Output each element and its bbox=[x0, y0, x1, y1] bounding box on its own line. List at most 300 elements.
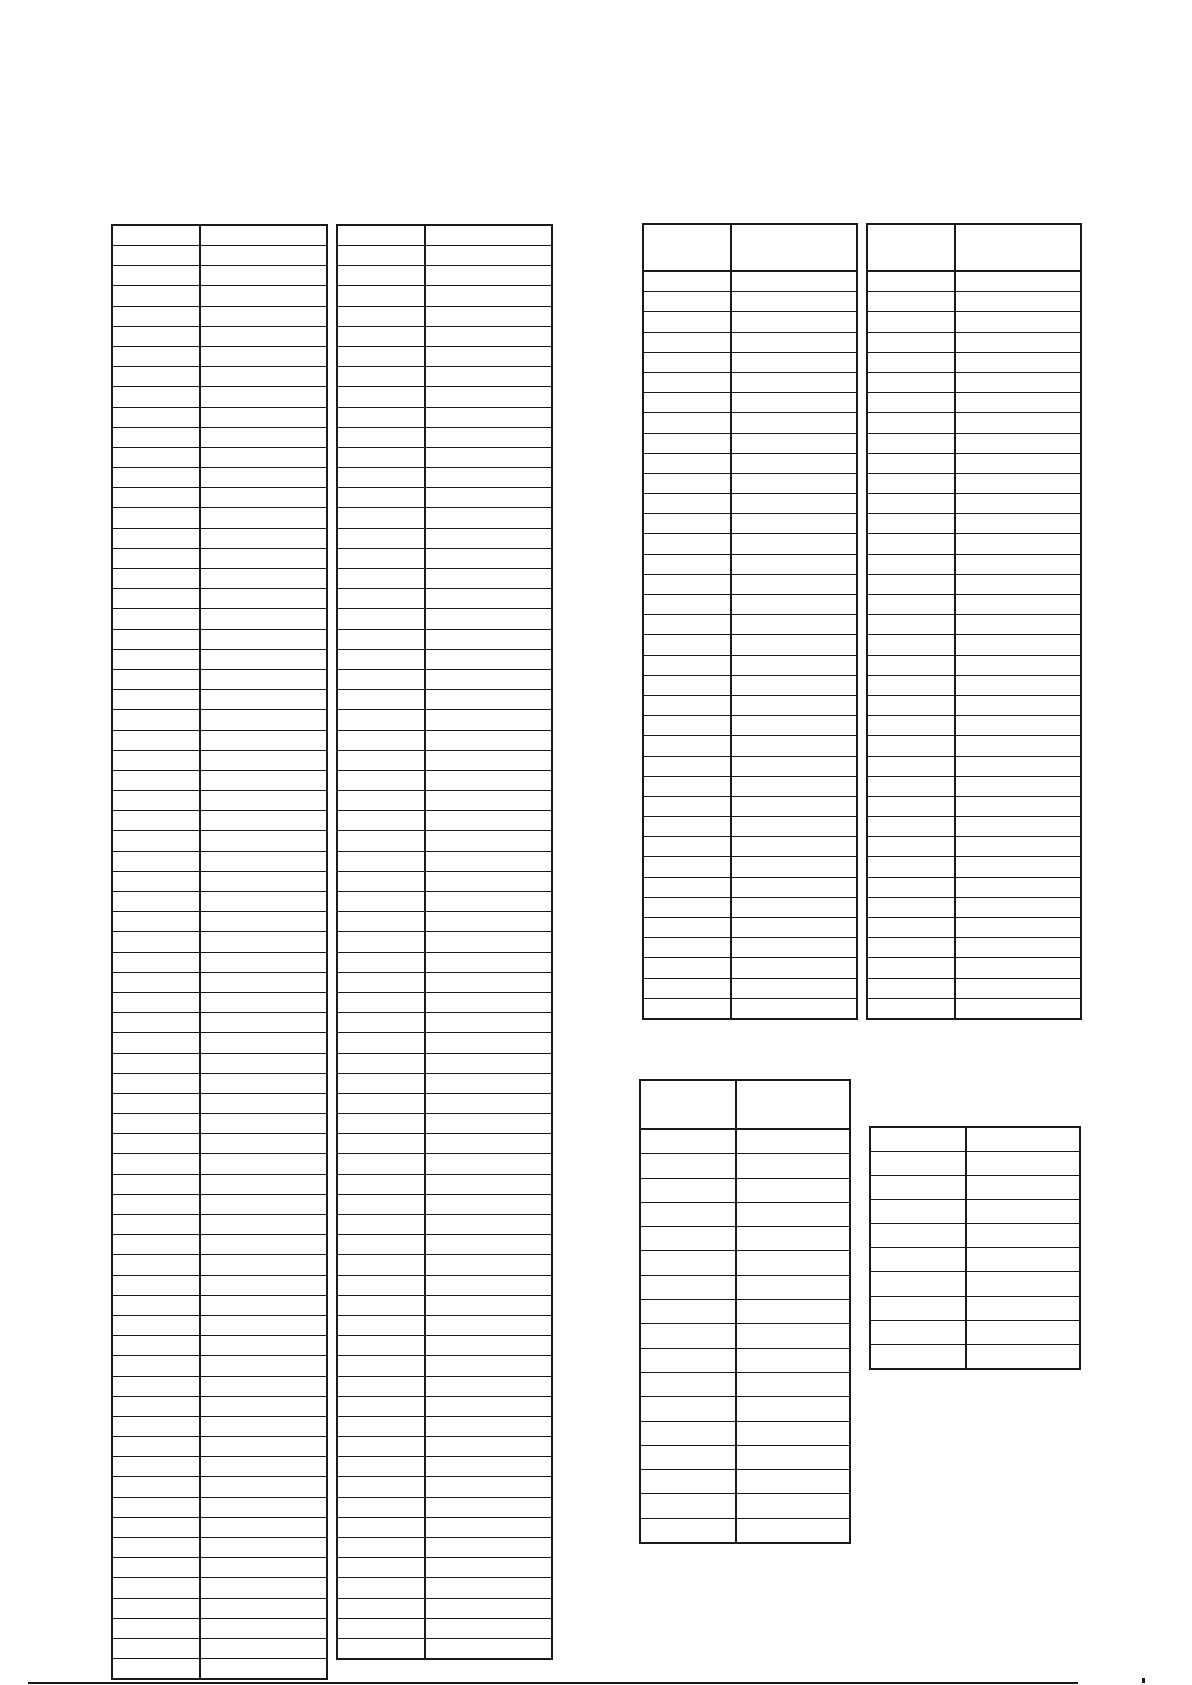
cell-key bbox=[112, 569, 200, 589]
table-row bbox=[112, 609, 327, 629]
table-row bbox=[867, 776, 1081, 796]
cell-key bbox=[867, 534, 955, 554]
table-row bbox=[112, 346, 327, 366]
table-row bbox=[337, 770, 552, 790]
footer-mark bbox=[1142, 1678, 1145, 1683]
table-row bbox=[643, 574, 857, 594]
table-row bbox=[337, 972, 552, 992]
cell-key bbox=[867, 918, 955, 938]
blank-table-c bbox=[642, 223, 858, 1020]
table-row bbox=[640, 1445, 850, 1469]
table-row bbox=[640, 1372, 850, 1396]
cell-key bbox=[337, 387, 425, 407]
cell-value bbox=[200, 1457, 327, 1477]
cell-key bbox=[867, 675, 955, 695]
cell-value bbox=[200, 1416, 327, 1436]
table-row bbox=[337, 871, 552, 891]
table-header-row bbox=[643, 224, 857, 271]
cell-key bbox=[337, 1013, 425, 1033]
table-row bbox=[640, 1324, 850, 1348]
table-row bbox=[337, 851, 552, 871]
cell-key bbox=[337, 346, 425, 366]
table-row bbox=[640, 1129, 850, 1154]
table-row bbox=[337, 811, 552, 831]
cell-value bbox=[425, 750, 552, 770]
cell-key bbox=[112, 649, 200, 669]
table-row bbox=[112, 992, 327, 1012]
cell-value bbox=[425, 952, 552, 972]
cell-value bbox=[200, 831, 327, 851]
cell-value bbox=[966, 1320, 1080, 1344]
cell-value bbox=[955, 716, 1081, 736]
table-row bbox=[337, 326, 552, 346]
cell-key bbox=[643, 695, 731, 715]
cell-value bbox=[731, 352, 857, 372]
cell-value bbox=[731, 998, 857, 1019]
cell-key bbox=[337, 1538, 425, 1558]
cell-key bbox=[337, 589, 425, 609]
cell-value bbox=[731, 554, 857, 574]
table-row bbox=[112, 932, 327, 952]
table-header-row bbox=[112, 225, 327, 246]
cell-key bbox=[337, 225, 425, 246]
table-row bbox=[867, 615, 1081, 635]
cell-value bbox=[425, 992, 552, 1012]
table-row bbox=[640, 1470, 850, 1494]
table-row bbox=[112, 1255, 327, 1275]
cell-value bbox=[731, 817, 857, 837]
cell-key bbox=[640, 1300, 736, 1324]
cell-key bbox=[643, 453, 731, 473]
cell-value bbox=[425, 1275, 552, 1295]
cell-value bbox=[731, 514, 857, 534]
cell-value bbox=[200, 1517, 327, 1537]
cell-value bbox=[955, 332, 1081, 352]
table-row bbox=[112, 1437, 327, 1457]
cell-value bbox=[425, 1315, 552, 1335]
table-row bbox=[337, 1457, 552, 1477]
cell-key bbox=[640, 1080, 736, 1129]
cell-key bbox=[112, 730, 200, 750]
table-row bbox=[112, 1235, 327, 1255]
cell-key bbox=[112, 548, 200, 568]
table-row bbox=[867, 958, 1081, 978]
cell-value bbox=[200, 690, 327, 710]
table-row bbox=[112, 1134, 327, 1154]
cell-value bbox=[200, 1315, 327, 1335]
cell-key bbox=[112, 508, 200, 528]
cell-key bbox=[867, 796, 955, 816]
table-row bbox=[867, 595, 1081, 615]
cell-value bbox=[200, 1275, 327, 1295]
cell-key bbox=[112, 1275, 200, 1295]
cell-value bbox=[200, 629, 327, 649]
table-row bbox=[643, 897, 857, 917]
table-row bbox=[867, 655, 1081, 675]
cell-value bbox=[200, 1134, 327, 1154]
cell-value bbox=[200, 932, 327, 952]
cell-value bbox=[425, 387, 552, 407]
cell-key bbox=[112, 1215, 200, 1235]
table-row bbox=[643, 494, 857, 514]
cell-key bbox=[112, 326, 200, 346]
cell-value bbox=[425, 1033, 552, 1053]
table-row bbox=[870, 1296, 1080, 1320]
cell-value bbox=[425, 367, 552, 387]
table-row bbox=[867, 918, 1081, 938]
cell-value bbox=[736, 1300, 850, 1324]
cell-value bbox=[425, 1235, 552, 1255]
cell-key bbox=[643, 433, 731, 453]
cell-value bbox=[425, 569, 552, 589]
table-row bbox=[643, 675, 857, 695]
cell-value bbox=[955, 494, 1081, 514]
cell-value bbox=[731, 776, 857, 796]
table-row bbox=[337, 1578, 552, 1598]
cell-value bbox=[425, 468, 552, 488]
table-row bbox=[870, 1248, 1080, 1272]
cell-key bbox=[112, 831, 200, 851]
cell-value bbox=[736, 1348, 850, 1372]
table-row bbox=[643, 998, 857, 1019]
table-row bbox=[337, 1356, 552, 1376]
table-header-row bbox=[867, 224, 1081, 271]
cell-key bbox=[112, 690, 200, 710]
table-row bbox=[643, 655, 857, 675]
cell-value bbox=[425, 528, 552, 548]
cell-key bbox=[112, 811, 200, 831]
cell-key bbox=[870, 1200, 966, 1224]
table-row bbox=[643, 534, 857, 554]
table-row bbox=[870, 1320, 1080, 1344]
table-row bbox=[112, 972, 327, 992]
table-row bbox=[337, 831, 552, 851]
table-row bbox=[643, 635, 857, 655]
cell-value bbox=[955, 473, 1081, 493]
cell-value bbox=[200, 225, 327, 246]
table-row bbox=[643, 332, 857, 352]
cell-value bbox=[731, 716, 857, 736]
cell-value bbox=[736, 1251, 850, 1275]
cell-key bbox=[112, 1154, 200, 1174]
cell-key bbox=[867, 716, 955, 736]
table-row bbox=[870, 1200, 1080, 1224]
cell-value bbox=[425, 1215, 552, 1235]
table-row bbox=[867, 817, 1081, 837]
table-row bbox=[643, 978, 857, 998]
cell-key bbox=[337, 1134, 425, 1154]
cell-key bbox=[337, 1114, 425, 1134]
cell-value bbox=[731, 978, 857, 998]
table-row bbox=[337, 952, 552, 972]
table-row bbox=[643, 837, 857, 857]
blank-table-e bbox=[639, 1079, 851, 1544]
cell-key bbox=[867, 877, 955, 897]
cell-key bbox=[643, 352, 731, 372]
cell-key bbox=[112, 447, 200, 467]
table-row bbox=[870, 1344, 1080, 1369]
cell-value bbox=[200, 266, 327, 286]
table-row bbox=[337, 892, 552, 912]
cell-key bbox=[867, 312, 955, 332]
cell-key bbox=[643, 897, 731, 917]
table-row bbox=[640, 1275, 850, 1299]
cell-key bbox=[640, 1372, 736, 1396]
cell-value bbox=[955, 534, 1081, 554]
cell-value bbox=[425, 1376, 552, 1396]
cell-key bbox=[643, 655, 731, 675]
cell-value bbox=[425, 1336, 552, 1356]
table-row bbox=[112, 811, 327, 831]
cell-key bbox=[640, 1227, 736, 1251]
table-row bbox=[643, 716, 857, 736]
cell-value bbox=[425, 831, 552, 851]
table-row bbox=[112, 589, 327, 609]
cell-key bbox=[640, 1421, 736, 1445]
table-row bbox=[112, 1174, 327, 1194]
cell-value bbox=[731, 635, 857, 655]
cell-value bbox=[425, 1416, 552, 1436]
cell-value bbox=[200, 1013, 327, 1033]
cell-key bbox=[867, 998, 955, 1019]
cell-value bbox=[731, 877, 857, 897]
table-row bbox=[643, 514, 857, 534]
table-row bbox=[867, 796, 1081, 816]
cell-value bbox=[425, 1093, 552, 1113]
cell-key bbox=[112, 1416, 200, 1436]
cell-key bbox=[640, 1397, 736, 1421]
cell-key bbox=[337, 629, 425, 649]
table-row bbox=[640, 1348, 850, 1372]
cell-value bbox=[731, 675, 857, 695]
table-row bbox=[337, 1235, 552, 1255]
cell-key bbox=[112, 892, 200, 912]
table-row bbox=[337, 266, 552, 286]
cell-key bbox=[112, 1477, 200, 1497]
cell-value bbox=[955, 776, 1081, 796]
cell-value bbox=[731, 736, 857, 756]
table-row bbox=[337, 1336, 552, 1356]
cell-key bbox=[867, 615, 955, 635]
cell-key bbox=[337, 1376, 425, 1396]
table-row bbox=[112, 306, 327, 326]
cell-value bbox=[425, 1013, 552, 1033]
cell-key bbox=[643, 615, 731, 635]
table-row bbox=[337, 992, 552, 1012]
cell-key bbox=[870, 1248, 966, 1272]
table-row bbox=[112, 548, 327, 568]
cell-value bbox=[731, 796, 857, 816]
cell-value bbox=[736, 1202, 850, 1226]
cell-value bbox=[966, 1248, 1080, 1272]
cell-value bbox=[736, 1154, 850, 1178]
cell-value bbox=[731, 615, 857, 635]
cell-value bbox=[200, 488, 327, 508]
cell-value bbox=[200, 1215, 327, 1235]
cell-key bbox=[112, 1638, 200, 1658]
cell-value bbox=[200, 427, 327, 447]
cell-key bbox=[337, 1356, 425, 1376]
cell-value bbox=[955, 635, 1081, 655]
cell-value bbox=[966, 1344, 1080, 1369]
cell-key bbox=[643, 393, 731, 413]
cell-value bbox=[200, 1396, 327, 1416]
cell-value bbox=[731, 473, 857, 493]
cell-key bbox=[337, 851, 425, 871]
cell-value bbox=[200, 972, 327, 992]
cell-key bbox=[337, 750, 425, 770]
blank-table-b bbox=[336, 224, 553, 1660]
table-row bbox=[112, 629, 327, 649]
cell-value bbox=[955, 998, 1081, 1019]
table-row bbox=[112, 1457, 327, 1477]
cell-value bbox=[200, 791, 327, 811]
table-row bbox=[640, 1202, 850, 1226]
cell-key bbox=[870, 1152, 966, 1176]
cell-value bbox=[425, 932, 552, 952]
cell-key bbox=[867, 938, 955, 958]
cell-key bbox=[643, 312, 731, 332]
table-row bbox=[643, 393, 857, 413]
cell-value bbox=[425, 1356, 552, 1376]
table-row bbox=[337, 468, 552, 488]
table-row bbox=[112, 1356, 327, 1376]
cell-key bbox=[867, 473, 955, 493]
cell-value bbox=[200, 1336, 327, 1356]
cell-value bbox=[425, 246, 552, 266]
table-row bbox=[112, 710, 327, 730]
cell-value bbox=[736, 1227, 850, 1251]
cell-value bbox=[966, 1127, 1080, 1152]
table-header-row bbox=[337, 225, 552, 246]
cell-key bbox=[867, 433, 955, 453]
table-row bbox=[337, 1618, 552, 1638]
table-row bbox=[112, 1578, 327, 1598]
cell-value bbox=[425, 427, 552, 447]
cell-key bbox=[337, 266, 425, 286]
table-row bbox=[867, 332, 1081, 352]
table-row bbox=[337, 1295, 552, 1315]
cell-key bbox=[640, 1470, 736, 1494]
cell-value bbox=[425, 1457, 552, 1477]
cell-value bbox=[731, 938, 857, 958]
cell-key bbox=[337, 326, 425, 346]
cell-value bbox=[955, 433, 1081, 453]
cell-key bbox=[337, 407, 425, 427]
cell-key bbox=[643, 554, 731, 574]
cell-key bbox=[112, 1578, 200, 1598]
cell-value bbox=[955, 271, 1081, 292]
cell-value bbox=[955, 877, 1081, 897]
table-row bbox=[867, 312, 1081, 332]
cell-value bbox=[200, 1618, 327, 1638]
cell-key bbox=[112, 1336, 200, 1356]
table-row bbox=[337, 730, 552, 750]
cell-value bbox=[200, 992, 327, 1012]
cell-key bbox=[112, 1134, 200, 1154]
cell-value bbox=[425, 266, 552, 286]
cell-key bbox=[337, 932, 425, 952]
cell-key bbox=[112, 528, 200, 548]
table-row bbox=[643, 292, 857, 312]
cell-key bbox=[112, 952, 200, 972]
table-row bbox=[867, 716, 1081, 736]
cell-key bbox=[112, 1315, 200, 1335]
table-row bbox=[337, 1558, 552, 1578]
cell-key bbox=[337, 1416, 425, 1436]
cell-value bbox=[966, 1224, 1080, 1248]
table-row bbox=[867, 837, 1081, 857]
table-row bbox=[112, 387, 327, 407]
table-row bbox=[337, 1114, 552, 1134]
cell-value bbox=[731, 433, 857, 453]
cell-value bbox=[425, 1558, 552, 1578]
cell-value bbox=[955, 897, 1081, 917]
table-row bbox=[643, 958, 857, 978]
cell-value bbox=[736, 1324, 850, 1348]
cell-key bbox=[337, 690, 425, 710]
cell-value bbox=[966, 1176, 1080, 1200]
table-row bbox=[112, 326, 327, 346]
cell-key bbox=[112, 609, 200, 629]
table-row bbox=[640, 1154, 850, 1178]
cell-value bbox=[425, 1194, 552, 1214]
table-row bbox=[640, 1227, 850, 1251]
cell-key bbox=[337, 1073, 425, 1093]
cell-value bbox=[425, 1154, 552, 1174]
table-row bbox=[112, 488, 327, 508]
table-row bbox=[337, 932, 552, 952]
table-row bbox=[640, 1421, 850, 1445]
table-row bbox=[337, 629, 552, 649]
cell-key bbox=[643, 574, 731, 594]
table-row bbox=[867, 271, 1081, 292]
table-row bbox=[867, 635, 1081, 655]
table-row bbox=[867, 433, 1081, 453]
cell-key bbox=[112, 286, 200, 306]
cell-key bbox=[867, 393, 955, 413]
table-row bbox=[112, 508, 327, 528]
cell-key bbox=[867, 736, 955, 756]
cell-key bbox=[640, 1129, 736, 1154]
table-row bbox=[112, 1416, 327, 1436]
cell-key bbox=[112, 851, 200, 871]
cell-key bbox=[643, 271, 731, 292]
table-row bbox=[337, 387, 552, 407]
cell-key bbox=[643, 736, 731, 756]
cell-value bbox=[731, 534, 857, 554]
cell-value bbox=[736, 1518, 850, 1543]
cell-key bbox=[870, 1296, 966, 1320]
cell-key bbox=[112, 1093, 200, 1113]
cell-key bbox=[112, 246, 200, 266]
cell-key bbox=[337, 427, 425, 447]
table-row bbox=[867, 494, 1081, 514]
cell-value bbox=[425, 1638, 552, 1659]
cell-value bbox=[200, 346, 327, 366]
table-row bbox=[337, 1315, 552, 1335]
cell-value bbox=[200, 669, 327, 689]
table-row bbox=[112, 1638, 327, 1658]
cell-key bbox=[337, 246, 425, 266]
cell-key bbox=[867, 695, 955, 715]
cell-key bbox=[643, 534, 731, 554]
table-row bbox=[112, 750, 327, 770]
table-row bbox=[112, 468, 327, 488]
table-row bbox=[643, 756, 857, 776]
table-row bbox=[337, 750, 552, 770]
table-row bbox=[337, 447, 552, 467]
